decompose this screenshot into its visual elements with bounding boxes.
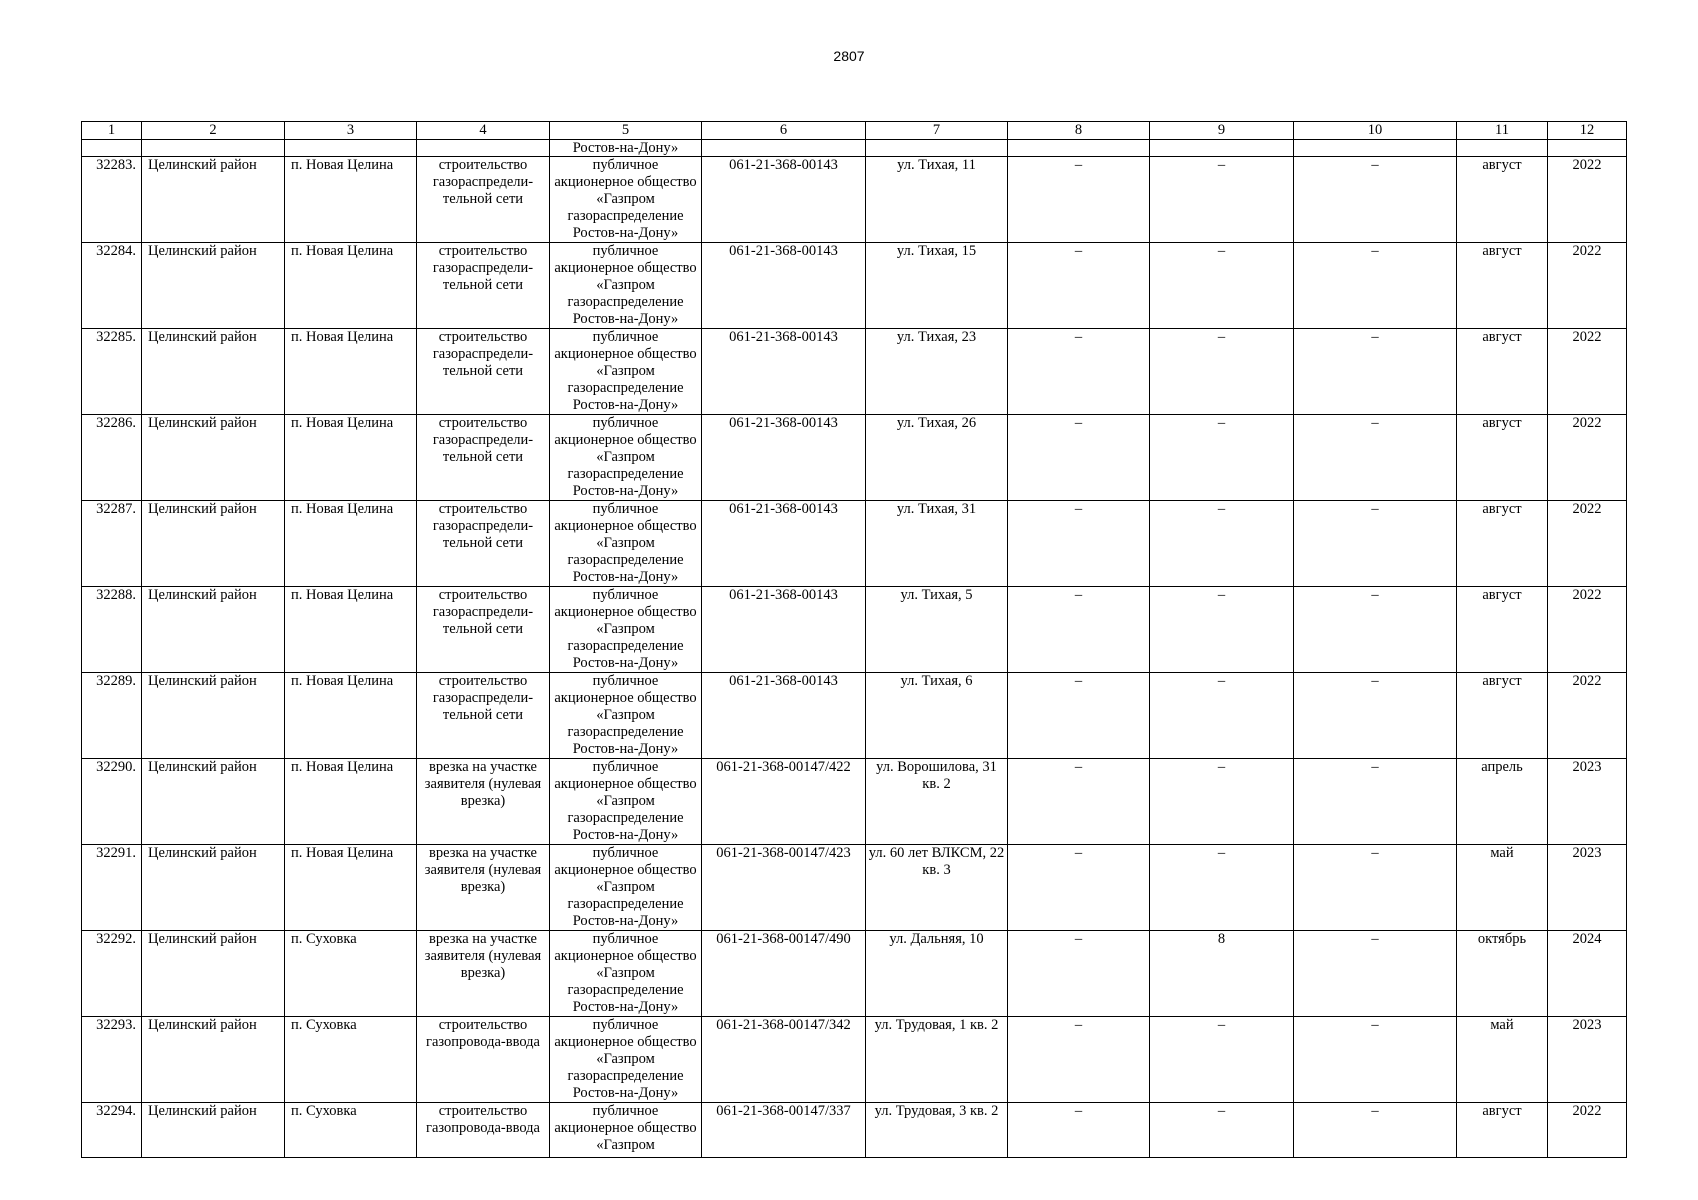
table-row [82, 157, 1627, 243]
operator-cell: публичное акционерное общество «Газпром [550, 1103, 702, 1158]
district-cell: Целинский район [142, 1017, 285, 1103]
column-9-cell: – [1150, 415, 1294, 501]
operator-cell: публичное акционерное общество «Газпром газораспределение Ростов-на-Дону» [550, 415, 702, 501]
address-cell: ул. Тихая, 5 [866, 587, 1008, 673]
column-10-cell: – [1294, 501, 1457, 587]
column-number: 12 [1548, 122, 1627, 140]
district-cell: Целинский район [142, 1103, 285, 1158]
settlement-cell: п. Суховка [285, 931, 417, 1017]
month-cell: октябрь [1457, 931, 1548, 1017]
column-9-cell: 8 [1150, 931, 1294, 1017]
table-cell [285, 140, 417, 157]
table-row [82, 931, 1627, 1017]
program-code-cell: 061-21-368-00143 [702, 243, 866, 329]
column-8-cell: – [1008, 415, 1150, 501]
row-number: 32290. [82, 759, 142, 845]
settlement-cell: п. Новая Целина [285, 759, 417, 845]
column-8-cell: – [1008, 759, 1150, 845]
column-number: 11 [1457, 122, 1548, 140]
column-9-cell: – [1150, 243, 1294, 329]
year-cell: 2022 [1548, 673, 1627, 759]
program-code-cell: 061-21-368-00143 [702, 587, 866, 673]
year-cell: 2024 [1548, 931, 1627, 1017]
program-code-cell: 061-21-368-00147/342 [702, 1017, 866, 1103]
table-cell [1150, 140, 1294, 157]
program-code-cell: 061-21-368-00143 [702, 415, 866, 501]
table-row [82, 243, 1627, 329]
district-cell: Целинский район [142, 501, 285, 587]
month-cell: август [1457, 1103, 1548, 1158]
table-row [82, 329, 1627, 415]
year-cell: 2022 [1548, 1103, 1627, 1158]
column-9-cell: – [1150, 673, 1294, 759]
month-cell: апрель [1457, 759, 1548, 845]
table-row [82, 1017, 1627, 1103]
column-9-cell: – [1150, 501, 1294, 587]
settlement-cell: п. Новая Целина [285, 329, 417, 415]
table-row [82, 415, 1627, 501]
column-8-cell: – [1008, 1017, 1150, 1103]
column-number-row [82, 122, 1627, 140]
address-cell: ул. Тихая, 15 [866, 243, 1008, 329]
column-10-cell: – [1294, 1017, 1457, 1103]
work-type-cell: строительство газораспредели-тельной сети [417, 415, 550, 501]
row-number: 32288. [82, 587, 142, 673]
row-number: 32283. [82, 157, 142, 243]
table-cell [142, 140, 285, 157]
district-cell: Целинский район [142, 243, 285, 329]
row-number: 32284. [82, 243, 142, 329]
column-number: 8 [1008, 122, 1150, 140]
address-cell: ул. Ворошилова, 31 кв. 2 [866, 759, 1008, 845]
column-8-cell: – [1008, 845, 1150, 931]
column-number: 5 [550, 122, 702, 140]
work-type-cell: строительство газораспредели-тельной сети [417, 157, 550, 243]
column-9-cell: – [1150, 845, 1294, 931]
row-number: 32292. [82, 931, 142, 1017]
year-cell: 2023 [1548, 759, 1627, 845]
column-9-cell: – [1150, 759, 1294, 845]
address-cell: ул. Тихая, 11 [866, 157, 1008, 243]
column-10-cell: – [1294, 157, 1457, 243]
address-cell: ул. Тихая, 31 [866, 501, 1008, 587]
column-8-cell: – [1008, 157, 1150, 243]
month-cell: май [1457, 845, 1548, 931]
program-code-cell: 061-21-368-00143 [702, 329, 866, 415]
table-row [82, 673, 1627, 759]
column-8-cell: – [1008, 587, 1150, 673]
address-cell: ул. 60 лет ВЛКСМ, 22 кв. 3 [866, 845, 1008, 931]
column-number: 7 [866, 122, 1008, 140]
row-number: 32293. [82, 1017, 142, 1103]
table-cell [866, 140, 1008, 157]
row-number: 32286. [82, 415, 142, 501]
work-type-cell: строительство газораспредели-тельной сети [417, 587, 550, 673]
register-table [81, 121, 1627, 1158]
address-cell: ул. Трудовая, 3 кв. 2 [866, 1103, 1008, 1158]
month-cell: август [1457, 329, 1548, 415]
address-cell: ул. Дальняя, 10 [866, 931, 1008, 1017]
operator-cell: публичное акционерное общество «Газпром газораспределение Ростов-на-Дону» [550, 243, 702, 329]
year-cell: 2022 [1548, 157, 1627, 243]
month-cell: август [1457, 673, 1548, 759]
column-number: 9 [1150, 122, 1294, 140]
table-cell [417, 140, 550, 157]
column-8-cell: – [1008, 329, 1150, 415]
district-cell: Целинский район [142, 931, 285, 1017]
program-code-cell: 061-21-368-00143 [702, 157, 866, 243]
table-row [82, 501, 1627, 587]
operator-cell: публичное акционерное общество «Газпром газораспределение Ростов-на-Дону» [550, 845, 702, 931]
page-number: 2807 [833, 48, 865, 64]
program-code-cell: 061-21-368-00147/422 [702, 759, 866, 845]
column-10-cell: – [1294, 845, 1457, 931]
column-9-cell: – [1150, 329, 1294, 415]
table-cell [1548, 140, 1627, 157]
district-cell: Целинский район [142, 587, 285, 673]
program-code-cell: 061-21-368-00147/337 [702, 1103, 866, 1158]
operator-continuation: Ростов-на-Дону» [550, 140, 702, 157]
month-cell: май [1457, 1017, 1548, 1103]
column-9-cell: – [1150, 157, 1294, 243]
month-cell: август [1457, 243, 1548, 329]
column-number: 1 [82, 122, 142, 140]
address-cell: ул. Трудовая, 1 кв. 2 [866, 1017, 1008, 1103]
table-cell [1008, 140, 1150, 157]
table-row [82, 845, 1627, 931]
work-type-cell: строительство газопровода-ввода [417, 1103, 550, 1158]
column-10-cell: – [1294, 673, 1457, 759]
program-code-cell: 061-21-368-00147/423 [702, 845, 866, 931]
row-number: 32289. [82, 673, 142, 759]
settlement-cell: п. Новая Целина [285, 243, 417, 329]
work-type-cell: строительство газораспредели-тельной сети [417, 243, 550, 329]
year-cell: 2023 [1548, 845, 1627, 931]
table-row [82, 759, 1627, 845]
work-type-cell: строительство газораспредели-тельной сети [417, 673, 550, 759]
program-code-cell: 061-21-368-00147/490 [702, 931, 866, 1017]
column-9-cell: – [1150, 1103, 1294, 1158]
address-cell: ул. Тихая, 6 [866, 673, 1008, 759]
year-cell: 2023 [1548, 1017, 1627, 1103]
district-cell: Целинский район [142, 329, 285, 415]
column-10-cell: – [1294, 931, 1457, 1017]
column-10-cell: – [1294, 329, 1457, 415]
operator-cell: публичное акционерное общество «Газпром газораспределение Ростов-на-Дону» [550, 759, 702, 845]
operator-cell: публичное акционерное общество «Газпром газораспределение Ростов-на-Дону» [550, 157, 702, 243]
column-number: 6 [702, 122, 866, 140]
row-number: 32285. [82, 329, 142, 415]
settlement-cell: п. Суховка [285, 1103, 417, 1158]
row-number: 32291. [82, 845, 142, 931]
column-8-cell: – [1008, 673, 1150, 759]
operator-cell: публичное акционерное общество «Газпром газораспределение Ростов-на-Дону» [550, 1017, 702, 1103]
district-cell: Целинский район [142, 157, 285, 243]
year-cell: 2022 [1548, 501, 1627, 587]
month-cell: август [1457, 587, 1548, 673]
work-type-cell: врезка на участке заявителя (нулевая врезка) [417, 845, 550, 931]
table-cell [1294, 140, 1457, 157]
column-10-cell: – [1294, 415, 1457, 501]
column-number: 10 [1294, 122, 1457, 140]
table-cell [702, 140, 866, 157]
work-type-cell: строительство газопровода-ввода [417, 1017, 550, 1103]
column-9-cell: – [1150, 1017, 1294, 1103]
district-cell: Целинский район [142, 845, 285, 931]
column-9-cell: – [1150, 587, 1294, 673]
row-number: 32294. [82, 1103, 142, 1158]
settlement-cell: п. Суховка [285, 1017, 417, 1103]
work-type-cell: строительство газораспредели-тельной сети [417, 329, 550, 415]
column-8-cell: – [1008, 243, 1150, 329]
table-row [82, 587, 1627, 673]
program-code-cell: 061-21-368-00143 [702, 673, 866, 759]
table-cell [82, 140, 142, 157]
operator-cell: публичное акционерное общество «Газпром газораспределение Ростов-на-Дону» [550, 673, 702, 759]
operator-cell: публичное акционерное общество «Газпром газораспределение Ростов-на-Дону» [550, 501, 702, 587]
year-cell: 2022 [1548, 587, 1627, 673]
work-type-cell: строительство газораспредели-тельной сети [417, 501, 550, 587]
column-10-cell: – [1294, 243, 1457, 329]
column-10-cell: – [1294, 759, 1457, 845]
work-type-cell: врезка на участке заявителя (нулевая врезка) [417, 759, 550, 845]
column-number: 3 [285, 122, 417, 140]
settlement-cell: п. Новая Целина [285, 157, 417, 243]
table-cell [1457, 140, 1548, 157]
work-type-cell: врезка на участке заявителя (нулевая врезка) [417, 931, 550, 1017]
year-cell: 2022 [1548, 329, 1627, 415]
row-number: 32287. [82, 501, 142, 587]
settlement-cell: п. Новая Целина [285, 415, 417, 501]
table-row [82, 1103, 1627, 1158]
settlement-cell: п. Новая Целина [285, 501, 417, 587]
month-cell: август [1457, 415, 1548, 501]
column-8-cell: – [1008, 1103, 1150, 1158]
operator-cell: публичное акционерное общество «Газпром газораспределение Ростов-на-Дону» [550, 931, 702, 1017]
year-cell: 2022 [1548, 243, 1627, 329]
continuation-row [82, 140, 1627, 157]
operator-cell: публичное акционерное общество «Газпром газораспределение Ростов-на-Дону» [550, 587, 702, 673]
program-code-cell: 061-21-368-00143 [702, 501, 866, 587]
operator-cell: публичное акционерное общество «Газпром газораспределение Ростов-на-Дону» [550, 329, 702, 415]
address-cell: ул. Тихая, 26 [866, 415, 1008, 501]
month-cell: август [1457, 501, 1548, 587]
address-cell: ул. Тихая, 23 [866, 329, 1008, 415]
settlement-cell: п. Новая Целина [285, 673, 417, 759]
settlement-cell: п. Новая Целина [285, 587, 417, 673]
month-cell: август [1457, 157, 1548, 243]
column-number: 2 [142, 122, 285, 140]
column-10-cell: – [1294, 1103, 1457, 1158]
year-cell: 2022 [1548, 415, 1627, 501]
district-cell: Целинский район [142, 415, 285, 501]
column-8-cell: – [1008, 501, 1150, 587]
column-number: 4 [417, 122, 550, 140]
district-cell: Целинский район [142, 759, 285, 845]
settlement-cell: п. Новая Целина [285, 845, 417, 931]
column-10-cell: – [1294, 587, 1457, 673]
district-cell: Целинский район [142, 673, 285, 759]
column-8-cell: – [1008, 931, 1150, 1017]
